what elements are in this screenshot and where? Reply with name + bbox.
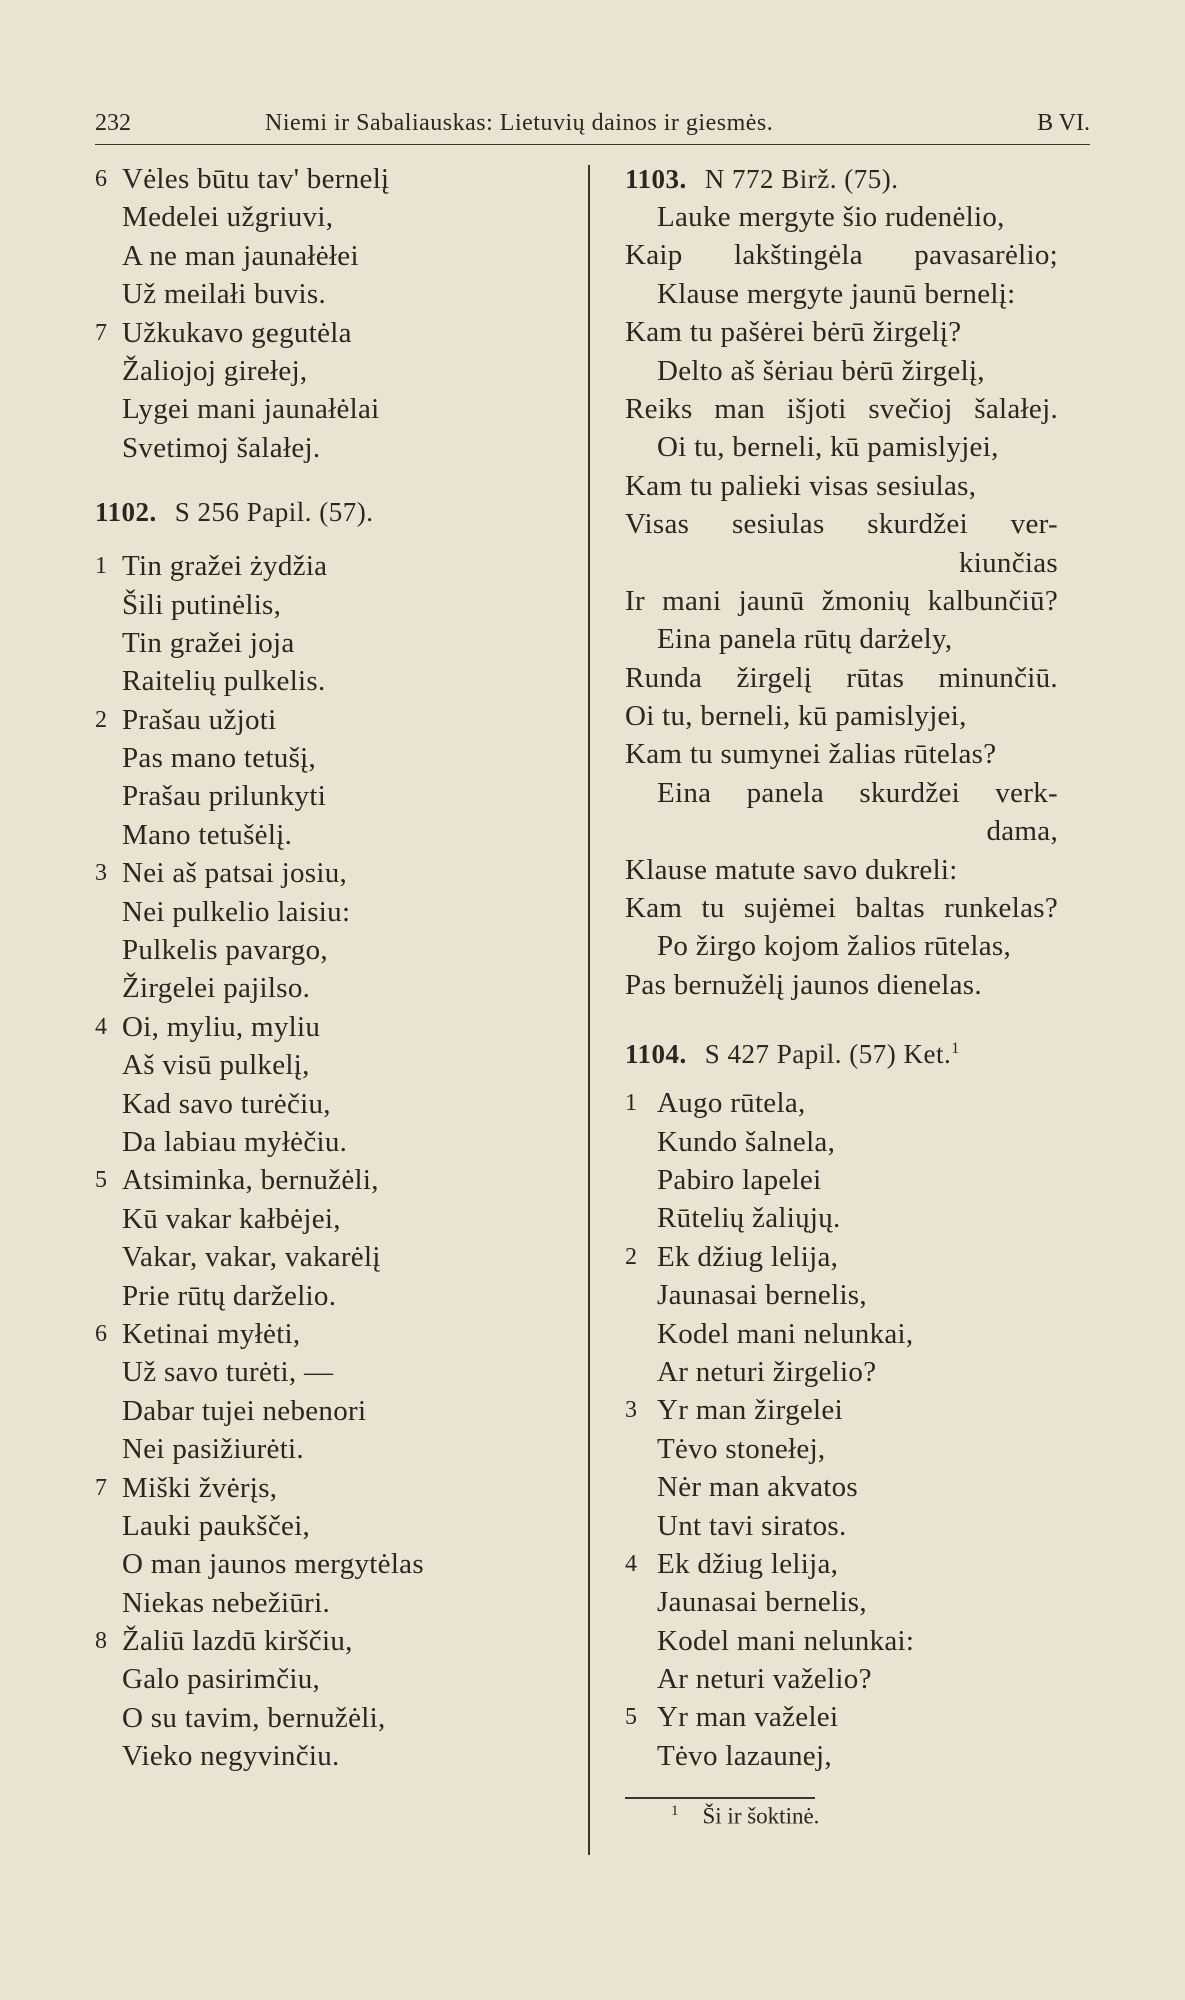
verse-text: Lauki paukščei, [122,1509,311,1542]
verse-line [625,812,1090,850]
stanza-number: 3 [625,1397,638,1424]
song-heading-1102 [95,493,565,531]
verse-text: Nėr man akvatos [657,1471,858,1504]
verse-text: Oi tu, berneli, kū pamislyjei, [657,431,999,464]
verse-text: Jaunasai bernelis, [657,1279,867,1312]
verse-text: Kundo šalnela, [657,1125,836,1158]
verse-line [95,1200,565,1238]
footnote-marker: 1 [951,1040,960,1058]
stanza-number: 5 [625,1704,638,1731]
verse-line [625,620,1090,658]
verse-line [625,1430,1090,1468]
verse-line [625,313,1090,351]
verse-text: Klause matute savo dukreli: [625,853,958,886]
verse-text: A ne man jaunałėłei [122,239,359,272]
song-id: 1104. [625,1039,687,1070]
verse-text: Nei pulkelio laisiu: [122,895,351,928]
verse-text: Unt tavi siratos. [657,1509,847,1542]
verse-line [95,662,565,700]
verse-line [625,889,1090,927]
stanza-number: 6 [95,1320,108,1347]
verse-text: Pabiro lapelei [657,1163,822,1196]
verse-text: Ir mani jaunū žmonių kalbunčiū? [625,584,1058,617]
verse-line [625,390,1090,428]
verse-line [625,275,1090,313]
column-divider [588,165,590,1855]
song-id: 1103. [625,164,687,194]
song-1101-continuation [95,160,565,467]
verse-line [625,1161,1090,1199]
verse-text: Ek džiug lelija, [657,1547,839,1580]
verse-line [95,1277,565,1315]
song-source: N 772 Birž. (75). [704,164,899,194]
stanza-number: 6 [95,166,108,192]
verse-line [95,1085,565,1123]
stanza-number: 4 [625,1550,638,1577]
verse-text: Žaliū lazdū kirščiu, [122,1625,353,1658]
stanza-number: 2 [95,706,108,733]
verse-text: Ek džiug lelija, [657,1240,839,1273]
verse-text: dama, [986,815,1058,848]
verse-line [95,1392,565,1430]
footnote [671,1803,820,1830]
verse-line [625,927,1090,965]
verse-text: Vakar, vakar, vakarėlį [122,1241,381,1274]
verse-text: Prašau užjoti [122,703,277,736]
verse-line [625,1468,1090,1506]
song-source: S 427 Papil. (57) Ket. [704,1039,952,1070]
stanza-number: 3 [95,860,108,887]
verse-text: Pas mano tetušį, [122,742,317,775]
stanza-number: 4 [95,1013,108,1040]
verse-text: Reiks man išjoti svečioj šalałej. [625,392,1058,425]
verse-text: Eina panela skurdžei verk- [657,776,1058,809]
section-label: B VI. [1037,110,1090,136]
verse-text: Raitelių pulkelis. [122,665,326,698]
verse-text: Visas sesiulas skurdžei ver- [625,508,1058,541]
verse-text: Pulkelis pavargo, [122,934,328,967]
stanza-number: 1 [625,1090,638,1117]
verse-text: Rūtelių žaliųjų. [657,1202,841,1235]
verse-text: Prašau prilunkyti [122,780,327,813]
verse-line [625,697,1090,735]
verse-line [95,198,565,236]
page-number: 232 [95,110,131,136]
verse-line [95,314,565,352]
footnote-rule [625,1797,815,1799]
verse-text: Šili putinėlis, [122,588,282,621]
verse-text: Aš visū pulkelį, [122,1049,310,1082]
verse-line [625,198,1090,236]
verse-line [625,1315,1090,1353]
verse-text: Medelei užgriuvi, [122,201,334,234]
verse-line [95,1737,565,1775]
verse-line [95,390,565,428]
verse-text: Delto aš šėriau bėrū žirgelį, [657,354,985,387]
verse-line [95,1699,565,1737]
verse-text: Žirgelei pajilso. [122,972,311,1005]
verse-text: kiunčias [958,546,1058,579]
verse-text: Lygei mani jaunałėlai [122,393,380,426]
verse-line [95,854,565,892]
song-id: 1102. [95,497,157,528]
verse-line [625,1660,1090,1698]
verse-text: Kū vakar kałbėjei, [122,1202,341,1235]
verse-line [95,816,565,854]
verse-line [95,1660,565,1698]
verse-text: Kad savo turėčiu, [122,1087,331,1120]
verse-line [625,966,1090,1004]
verse-line [625,467,1090,505]
verse-line [95,777,565,815]
verse-line [95,586,565,624]
verse-line [95,1430,565,1468]
footnote-number: 1 [671,1803,679,1819]
verse-text: Augo rūtela, [657,1087,806,1120]
verse-text: Už meilałi buvis. [122,278,327,311]
verse-text: Vėles būtu tav' bernelį [122,163,390,195]
verse-text: Tin gražei joja [122,626,295,659]
verse-line [95,1469,565,1507]
verse-line [625,1622,1090,1660]
verse-line [625,774,1090,812]
song-heading-1103 [625,160,1090,198]
verse-line [625,1199,1090,1237]
verse-text: Galo pasirimčiu, [122,1663,321,1696]
verse-line [95,1545,565,1583]
verse-line [625,505,1090,543]
verse-text: Atsiminka, bernužėli, [122,1164,379,1197]
verse-line [625,1353,1090,1391]
song-1103-verses [625,198,1090,1004]
verse-line [95,160,565,198]
verse-line [95,1123,565,1161]
song-1104-verses [625,1084,1090,1775]
verse-text: Kam tu sujėmei baltas runkelas? [625,892,1058,925]
verse-line [95,1008,565,1046]
verse-line [625,352,1090,390]
verse-line [95,893,565,931]
verse-text: Oi, myliu, myliu [122,1010,321,1043]
verse-text: Eina panela rūtų darżely, [657,623,953,656]
verse-line [95,739,565,777]
verse-line [95,931,565,969]
stanza-number: 8 [95,1628,108,1655]
verse-line [95,1161,565,1199]
verse-line [625,236,1090,274]
song-1102-verses [95,547,565,1776]
verse-text: Klause mergyte jaunū bernelį: [657,277,1016,310]
verse-text: Dabar tujei nebenori [122,1394,367,1427]
verse-text: O su tavim, bernužėli, [122,1701,386,1734]
verse-text: Ar neturi važelio? [657,1663,872,1696]
verse-line [625,1276,1090,1314]
right-column [625,160,1090,1775]
verse-text: Kaip lakštingėla pavasarėlio; [625,239,1058,272]
verse-text: Niekas nebežiūri. [122,1586,331,1619]
verse-line [625,1391,1090,1429]
verse-text: Vieko negyvinčiu. [122,1740,340,1773]
verse-line [625,659,1090,697]
verse-line [95,1622,565,1660]
stanza-number: 7 [95,1474,108,1501]
verse-line [95,275,565,313]
verse-text: Yr man žirgelei [657,1394,843,1427]
verse-text: Lauke mergyte šio rudenėlio, [657,201,1005,233]
verse-line [95,1046,565,1084]
verse-line [95,1584,565,1622]
verse-line [625,1698,1090,1736]
verse-text: Kodel mani nelunkai: [657,1624,915,1657]
verse-text: Nei pasižiurėti. [122,1433,304,1466]
verse-text: Miški žvėrįs, [122,1471,278,1504]
verse-line [95,429,565,467]
stanza-number: 2 [625,1243,638,1270]
verse-line [95,1238,565,1276]
verse-text: Ketinai myłėti, [122,1317,301,1350]
verse-line [95,969,565,1007]
verse-line [95,1315,565,1353]
verse-line [625,544,1090,582]
verse-text: Jaunasai bernelis, [657,1586,867,1619]
verse-text: Mano tetušėlį. [122,818,293,851]
verse-text: Kodel mani nelunkai, [657,1317,914,1350]
verse-text: Kam tu sumynei žalias rūtelas? [625,738,997,771]
verse-text: Tėvo lazaunej, [657,1739,832,1772]
song-heading-1104 [625,1030,1090,1068]
verse-line [625,1084,1090,1122]
verse-line [95,701,565,739]
verse-text: Svetimoj šalałej. [122,431,321,464]
verse-line [625,1123,1090,1161]
verse-text: Užkukavo gegutėla [122,316,352,349]
footnote-text: Ši ir šoktinė. [702,1803,820,1829]
verse-text: Pas bernužėlį jaunos dienelas. [625,968,982,1001]
verse-text: Už savo turėti, — [122,1356,334,1389]
verse-line [625,582,1090,620]
verse-line [625,428,1090,466]
verse-line [95,624,565,662]
song-source: S 256 Papil. (57). [174,497,374,528]
verse-line [625,1238,1090,1276]
verse-line [625,851,1090,889]
verse-line [625,1737,1090,1775]
verse-line [95,352,565,390]
page-header [95,108,1090,145]
verse-text: Tėvo stonełej, [657,1432,826,1465]
verse-text: Kam tu palieki visas sesiulas, [625,469,977,502]
verse-line [95,1353,565,1391]
verse-text: Da labiau myłėčiu. [122,1125,348,1158]
running-title: Niemi ir Sabaliauskas: Lietuvių dainos ir giesmės. [265,110,774,136]
verse-line [95,237,565,275]
verse-line [625,735,1090,773]
stanza-number: 1 [95,553,108,580]
verse-line [625,1583,1090,1621]
verse-text: Žaliojoj girełej, [122,354,308,387]
verse-text: Runda žirgelį rūtas minunčiū. [625,661,1058,694]
stanza-number: 7 [95,319,108,346]
verse-text: Kam tu pašėrei bėrū žirgelį? [625,316,962,349]
verse-line [95,1507,565,1545]
stanza-number: 5 [95,1167,108,1194]
verse-text: Po žirgo kojom žalios rūtelas, [657,930,1011,963]
verse-line [625,1545,1090,1583]
left-column [95,160,565,1776]
verse-text: Nei aš patsai josiu, [122,857,348,890]
verse-text: Yr man važelei [657,1701,839,1734]
verse-line [95,547,565,585]
verse-text: Ar neturi žirgelio? [657,1355,877,1388]
verse-line [625,1507,1090,1545]
verse-text: Oi tu, berneli, kū pamislyjei, [625,700,967,733]
verse-text: O man jaunos mergytėlas [122,1548,424,1581]
verse-text: Tin gražei żydžia [122,550,328,583]
verse-text: Prie rūtų darželio. [122,1279,337,1312]
